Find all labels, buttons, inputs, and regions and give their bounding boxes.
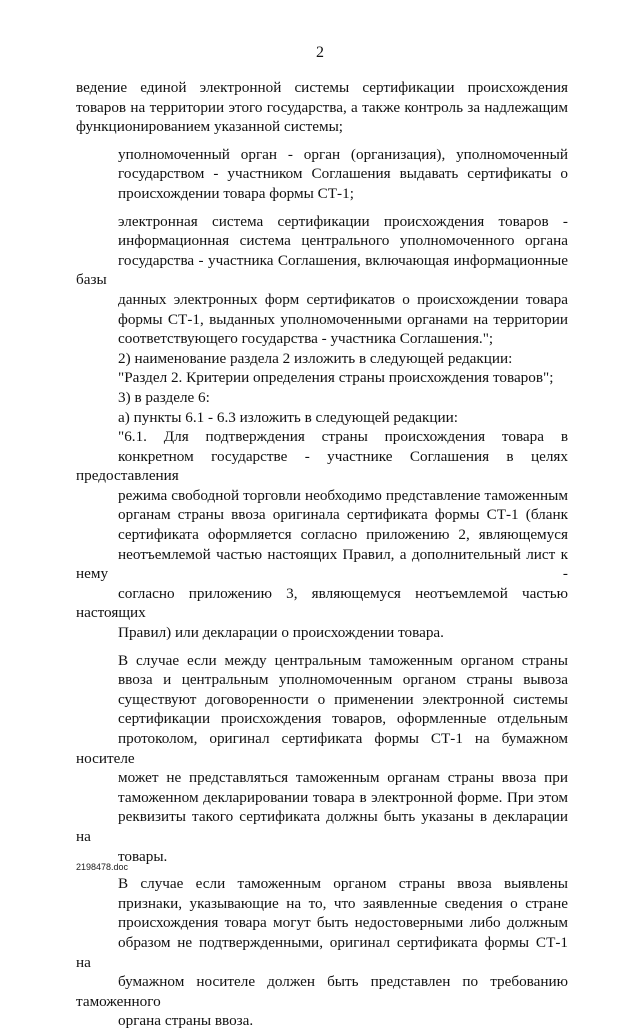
text-line: согласно приложению 3, являющемуся неотъемлемой частью настоящих — [76, 584, 568, 622]
text-line: "Раздел 2. Критерии определения страны происхождения товаров"; — [118, 369, 554, 387]
text-line: органам страны ввоза оригинала сертификата формы СТ-1 (бланк — [118, 506, 568, 524]
text-line: Правил) или декларации о происхождении товара. — [118, 624, 444, 642]
text-line: уполномоченный орган - орган (организация), уполномоченный — [118, 145, 568, 163]
text-line: 2) наименование раздела 2 изложить в следующей редакции: — [118, 349, 513, 367]
document-body — [76, 78, 568, 1031]
text-line: конкретном государстве - участнике Соглашения в целях предоставления — [76, 447, 568, 485]
text-line: 3) в разделе 6: — [118, 388, 210, 406]
text-line: ведение единой электронной системы сертификации происхождения — [76, 79, 568, 96]
page-number: 2 — [316, 44, 324, 61]
text-line: неотъемлемой частью настоящих Правил, а дополнительный лист к нему - — [76, 545, 568, 583]
text-line: государством - участником Соглашения выдавать сертификаты о — [118, 165, 568, 183]
paragraph — [76, 427, 568, 643]
text-line: "6.1. Для подтверждения страны происхождения товара в — [118, 428, 568, 446]
paragraph — [76, 874, 568, 1031]
paragraph — [76, 408, 568, 428]
text-line: функционированием указанной системы; — [76, 118, 343, 136]
text-line: реквизиты такого сертификата должны быть указаны в декларации на — [76, 808, 568, 845]
text-line: происхождения товара могут быть недостоверными либо должным — [118, 914, 568, 932]
file-name-footer: 2198478.doc — [76, 862, 129, 872]
text-line: данных электронных форм сертификатов о происхождении товара — [118, 290, 568, 308]
text-line: протоколом, оригинал сертификата формы СТ-1 на бумажном носителе — [76, 730, 568, 767]
text-line: В случае если таможенным органом страны ввоза выявлены — [118, 875, 568, 893]
text-line: а) пункты 6.1 - 6.3 изложить в следующей редакции: — [118, 408, 459, 426]
text-line: сертификата оформляется согласно приложению 2, являющемуся — [118, 526, 568, 544]
paragraph — [76, 349, 568, 369]
text-line: режима свободной торговли необходимо представление таможенным — [118, 486, 568, 504]
text-line: может не представляться таможенным органам страны ввоза при — [118, 769, 568, 787]
paragraph — [76, 78, 568, 137]
text-line: электронная система сертификации происхождения товаров - — [118, 212, 568, 230]
text-line: органа страны ввоза. — [118, 1012, 254, 1030]
text-line: товаров на территории этого государства, а также контроль за надлежащим — [76, 98, 568, 116]
text-line: государства - участника Соглашения, включающая информационные базы — [76, 251, 568, 289]
text-line: происхождении товара формы СТ-1; — [118, 184, 354, 202]
paragraph — [76, 212, 568, 349]
text-line: признаки, указывающие на то, что заявленные сведения о стране — [118, 894, 568, 912]
text-line: информационная система центрального уполномоченного органа — [118, 232, 568, 250]
text-line: существуют договоренности о применении электронной системы — [118, 690, 568, 708]
paragraph — [76, 651, 568, 867]
text-line: соответствующего государства - участника Соглашения."; — [118, 330, 494, 348]
text-line: товары. — [118, 847, 168, 865]
text-line: сертификации происхождения товаров, оформленные отдельным — [118, 710, 568, 728]
text-line: В случае если между центральным таможенным органом страны — [118, 651, 568, 669]
paragraph — [76, 145, 568, 204]
text-line: образом не подтвержденными, оригинал сертификата формы СТ-1 на — [76, 933, 568, 971]
text-line: формы СТ-1, выданных уполномоченными органами на территории — [118, 310, 568, 328]
text-line: бумажном носителе должен быть представлен по требованию таможенного — [76, 973, 568, 1010]
paragraph — [76, 368, 568, 388]
paragraph — [76, 388, 568, 408]
text-line: ввоза и центральным уполномоченным органом страны вывоза — [118, 671, 568, 689]
text-line: таможенном декларировании товара в электронной форме. При этом — [118, 788, 568, 806]
